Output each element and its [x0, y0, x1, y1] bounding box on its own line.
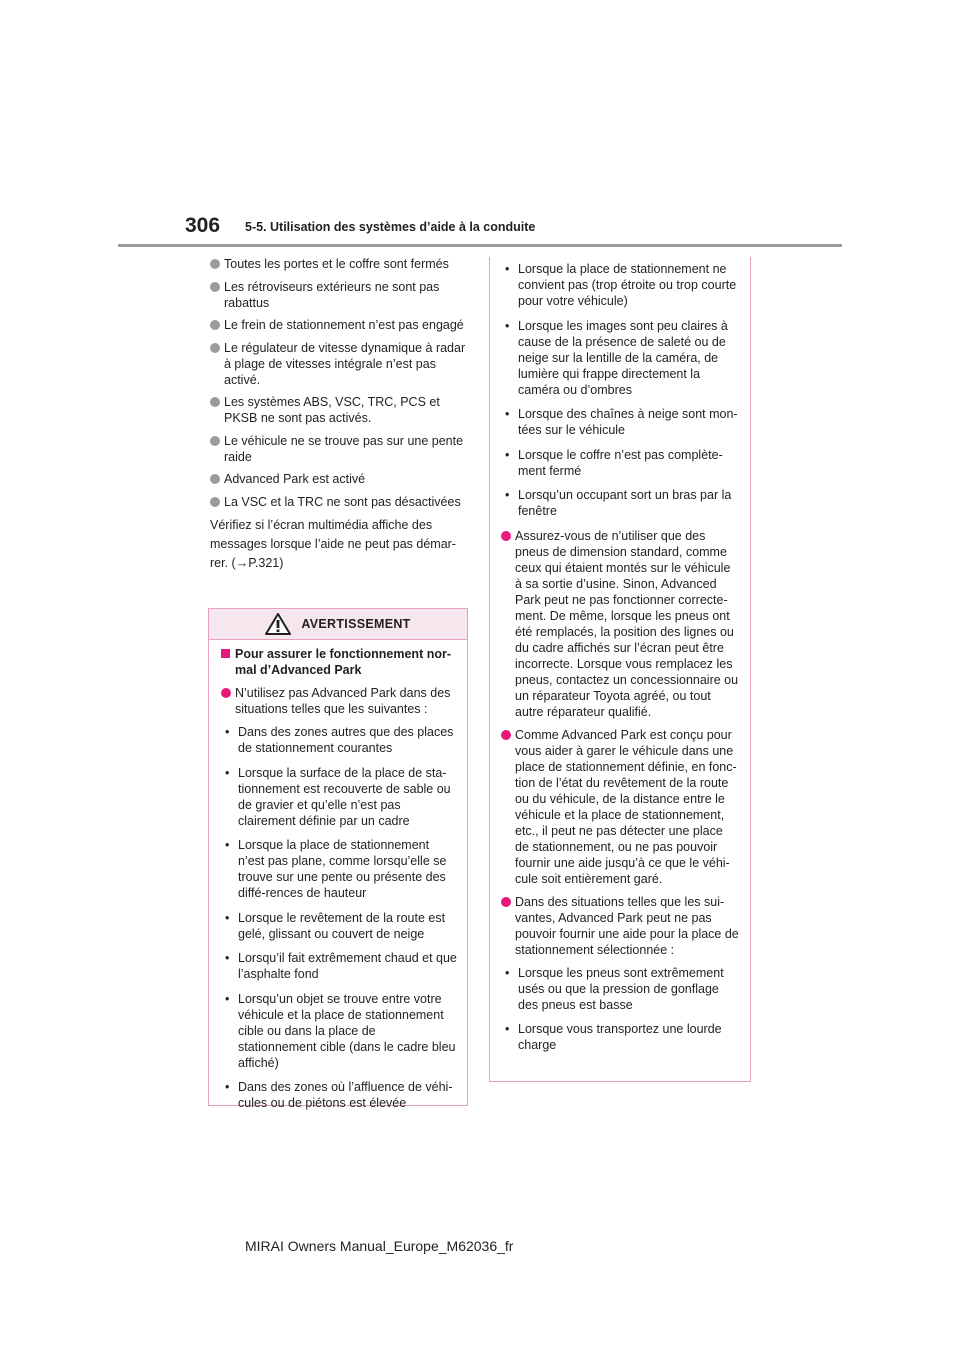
situation-text: Lorsqu’un occupant sort un bras par la fenêtre [518, 488, 732, 518]
following-intro [501, 894, 740, 958]
tires-note [501, 528, 740, 720]
warning-heading-text: Pour assurer le fonctionnement nor-mal d’Advanced Park [235, 647, 452, 677]
design-note-text: Comme Advanced Park est conçu pour vous aider à garer le véhicule dans une place de stationnement définie, en fonc-tion de l’état du revêtement de la route ou du véhicule, de la distance entre le véhicule et la place de stationnement, etc., il peut ne pas détecter une place de stationnement, ou ne pas pouvoir fournir une aide jusqu’à ce que le véhi-cule soit entièrement garé. [515, 727, 737, 886]
list-item [501, 965, 740, 1013]
list-item [210, 340, 472, 388]
bullet-icon [210, 320, 220, 330]
warning-intro-text: N’utilisez pas Advanced Park dans des situations telles que les suivantes : [235, 686, 451, 716]
situation-text: Lorsque les pneus sont extrêmement usés ou que la pression de gonflage des pneus est basse [518, 965, 724, 1012]
dash-bullet-icon: • [225, 951, 230, 965]
condition-text: La VSC et la TRC ne sont pas désactivées [224, 494, 461, 509]
warning-header [209, 609, 467, 640]
list-item [221, 991, 457, 1071]
list-item [221, 950, 457, 982]
bullet-icon [210, 259, 220, 269]
list-item [501, 318, 740, 398]
list-item [210, 494, 472, 510]
dash-bullet-icon: • [505, 488, 510, 502]
warning-heading [221, 646, 457, 678]
dash-bullet-icon: • [505, 262, 510, 276]
list-item [501, 447, 740, 479]
design-note [501, 727, 740, 887]
condition-text: Les rétroviseurs extérieurs ne sont pas rabattus [224, 279, 440, 310]
page-number: 306 [185, 214, 221, 237]
list-item [210, 317, 472, 333]
dash-bullet-icon: • [225, 765, 230, 780]
list-item [221, 910, 457, 942]
square-bullet-icon [221, 649, 230, 658]
footer-text: MIRAI Owners Manual_Europe_M62036_fr [245, 1238, 514, 1254]
list-item [221, 765, 457, 829]
condition-text: Les systèmes ABS, VSC, TRC, PCS et PKSB ne sont pas activés. [224, 395, 440, 425]
condition-text: Le régulateur de vitesse dynamique à radar à plage de vitesses intégrale n’est pas activé. [224, 340, 466, 387]
bullet-icon [210, 343, 220, 353]
list-item [221, 837, 457, 901]
header-rule [118, 244, 842, 247]
bullet-icon [221, 688, 231, 698]
warning-body [209, 640, 467, 1111]
list-item [501, 261, 740, 309]
list-item [221, 1079, 457, 1111]
bullet-icon [501, 730, 511, 740]
bullet-icon [501, 531, 511, 541]
section-title: 5-5. Utilisation des systèmes d’aide à la conduite [245, 220, 536, 234]
situation-text: Lorsque la place de stationnement ne convient pas (trop étroite ou trop courte pour votre véhicule) [518, 262, 737, 308]
dash-bullet-icon: • [225, 725, 230, 739]
bullet-icon [210, 497, 220, 507]
warning-continuation-box [489, 257, 751, 1082]
list-item [501, 487, 740, 519]
left-column [210, 256, 472, 573]
dash-bullet-icon: • [505, 965, 510, 980]
dash-bullet-icon: • [505, 407, 510, 421]
bullet-icon [501, 897, 511, 907]
list-item [210, 394, 472, 426]
dash-bullet-icon: • [225, 838, 230, 852]
warning-intro [221, 685, 457, 717]
condition-text: Advanced Park est activé [224, 472, 366, 486]
situation-text: Lorsque la place de stationnement n’est pas plane, comme lorsqu’elle se trouve sur une pente ou présente des diffé-rences de hauteur [238, 838, 447, 900]
situation-text: Lorsqu’un objet se trouve entre votre véhicule et la place de stationnement cible ou dans la place de stationnement cible (dans le cadre bleu affiché) [238, 991, 456, 1070]
list-item [501, 406, 740, 438]
situation-text: Dans des zones autres que des places de stationnement courantes [238, 725, 454, 755]
bullet-icon [210, 474, 220, 484]
bullet-icon [210, 397, 220, 407]
list-item [210, 256, 472, 272]
list-item [501, 1021, 740, 1053]
list-item [210, 279, 472, 311]
situation-text: Lorsque les images sont peu claires à cause de la présence de saleté ou de neige sur la lentille de la caméra, de lumière qui frappe directement la caméra ou d’ombres [518, 318, 728, 397]
dash-bullet-icon: • [225, 991, 230, 1006]
tires-note-text: Assurez-vous de n’utiliser que des pneus de dimension standard, comme ceux qui étaient montés sur le véhicule à sa sortie d’usine. Sinon, Advanced Park peut ne pas fonctionner correcte-ment. De même, lorsque les pneus ont été remplacés, la position des lignes ou du cadre affichés sur l’écran peut être incorrecte. Lorsque vous remplacez les pneus, contactez un concessionnaire ou un réparateur Toyota agréé, ou tout autre réparateur qualifié. [515, 528, 739, 719]
condition-text: Toutes les portes et le coffre sont fermés [224, 257, 449, 271]
situation-text: Lorsque le revêtement de la route est gelé, glissant ou couvert de neige [238, 910, 446, 941]
situation-text: Lorsqu’il fait extrêmement chaud et que l’asphalte fond [238, 951, 457, 981]
dash-bullet-icon: • [505, 318, 510, 333]
list-item [221, 724, 457, 756]
warning-triangle-icon [265, 613, 291, 635]
dash-bullet-icon: • [505, 1022, 510, 1036]
dash-bullet-icon: • [225, 1080, 230, 1094]
conditions-list [210, 256, 472, 510]
verify-text: Vérifiez si l’écran multimédia affiche des messages lorsque l’aide ne peut pas démar-rer. (→P.321) [210, 518, 456, 570]
situation-text: Lorsque le coffre n’est pas complète-ment fermé [518, 447, 723, 478]
bullet-icon [210, 436, 220, 446]
warning-box [208, 608, 468, 1110]
warning-title: AVERTISSEMENT [301, 617, 411, 631]
dash-bullet-icon: • [225, 910, 230, 925]
situation-text: Lorsque des chaînes à neige sont mon-tées sur le véhicule [518, 407, 738, 437]
situation-text: Lorsque vous transportez une lourde charge [518, 1022, 722, 1052]
following-intro-text: Dans des situations telles que les sui-vantes, Advanced Park peut ne pas pouvoir fournir une aide pour la place de stationnement sélectionnée : [515, 894, 739, 957]
condition-text: Le véhicule ne se trouve pas sur une pente raide [224, 433, 464, 464]
condition-text: Le frein de stationnement n’est pas engagé [224, 318, 464, 332]
bullet-icon [210, 282, 220, 292]
situation-text: Dans des zones où l’affluence de véhi-cules ou de piétons est élevée [238, 1080, 453, 1110]
situation-text: Lorsque la surface de la place de sta-tionnement est recouverte de sable ou de gravier et qu’elle n’est pas clairement définie par un cadre [238, 765, 451, 828]
dash-bullet-icon: • [505, 447, 510, 462]
list-item [210, 433, 472, 465]
warning-continuation-body [490, 257, 750, 1053]
list-item [210, 471, 472, 487]
